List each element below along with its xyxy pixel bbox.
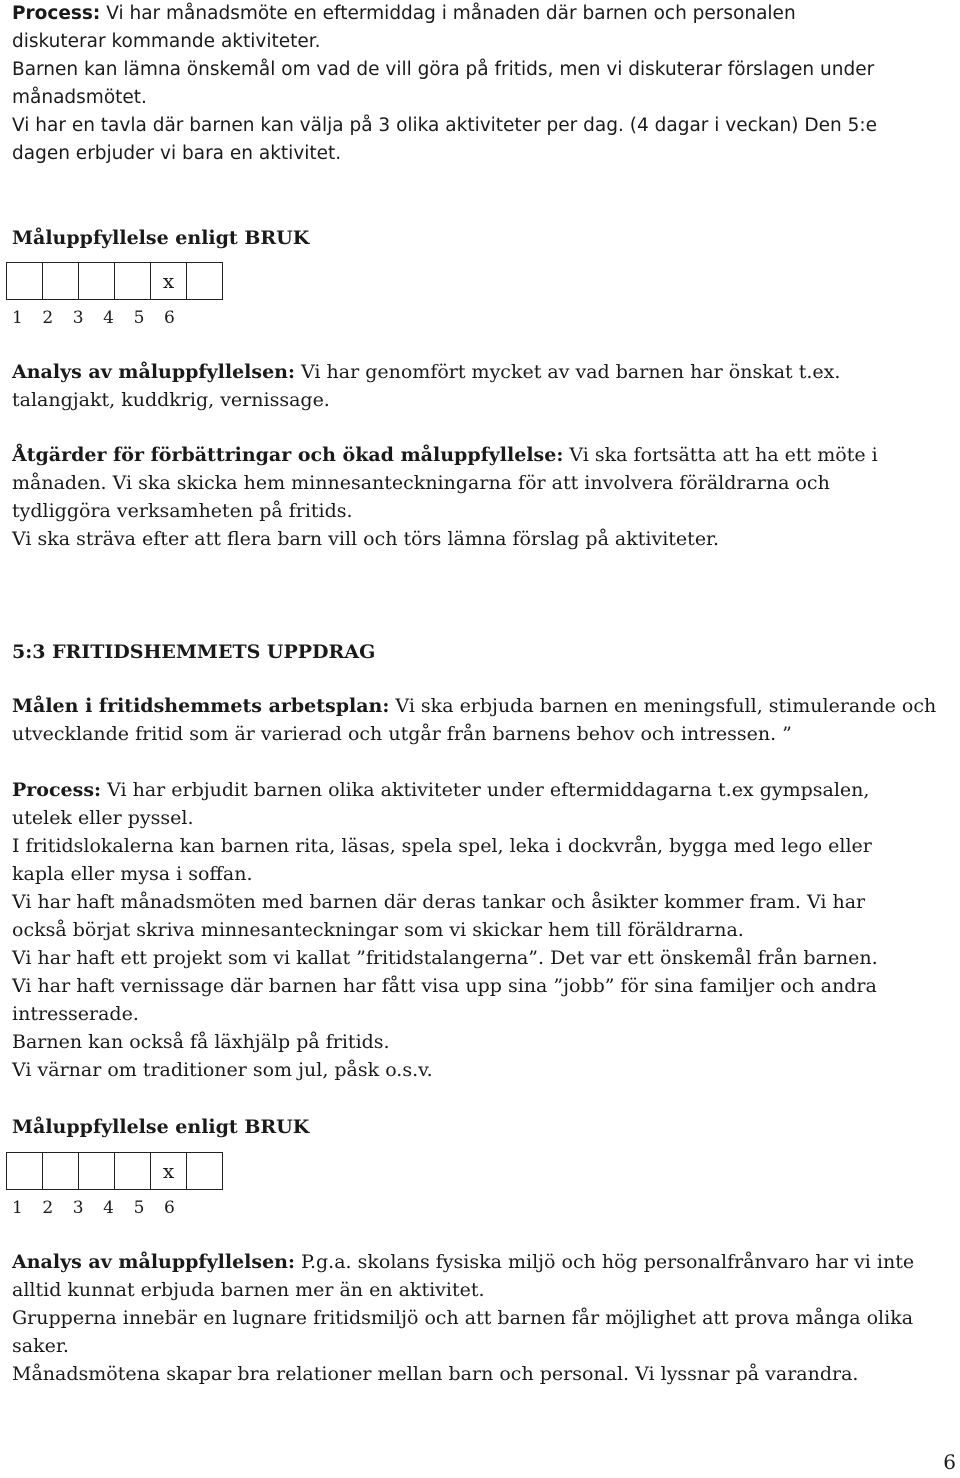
process2-text: Vi har erbjudit barnen olika aktiviteter under eftermiddagarna t.ex gympsalen, [101, 779, 870, 801]
process2-line: Vi har haft ett projekt som vi kallat ”fritidstalangerna”. Det var ett önskemål från barnen. [12, 947, 878, 969]
analys2-paragraph [12, 1248, 914, 1388]
bruk-cell [7, 262, 43, 300]
bruk-number: 3 [72, 1198, 84, 1218]
section-heading: 5:3 FRITIDSHEMMETS UPPDRAG [12, 641, 376, 663]
process-line: dagen erbjuder vi bara en aktivitet. [12, 143, 342, 164]
bruk-scale-numbers [12, 308, 223, 328]
process2-line: Vi har haft vernissage där barnen har fått visa upp sina ”jobb” för sina familjer och andra [12, 975, 877, 997]
process2-line: Vi värnar om traditioner som jul, påsk o.s.v. [12, 1059, 433, 1081]
process-paragraph [12, 0, 877, 168]
bruk-number: 3 [72, 308, 84, 328]
bruk-number: 2 [42, 1198, 54, 1218]
atgarder-line: Vi ska sträva efter att flera barn vill och törs lämna förslag på aktiviteter. [12, 528, 720, 550]
analys2-line: Grupperna innebär en lugnare fritidsmiljö och att barnen får möjlighet att prova många olika [12, 1307, 914, 1329]
atgarder-text: Vi ska fortsätta att ha ett möte i [563, 444, 878, 466]
bruk-rating-grid [6, 1152, 223, 1218]
bruk-cell [187, 1152, 223, 1190]
analys2-line: Månadsmötena skapar bra relationer mellan barn och personal. Vi lyssnar på varandra. [12, 1363, 859, 1385]
bruk-number: 6 [163, 308, 175, 328]
process-text: Vi har månadsmöte en eftermiddag i månaden där barnen och personalen [100, 3, 796, 24]
analys-label: Analys av måluppfyllelsen: [12, 361, 295, 383]
process2-label: Process: [12, 779, 102, 801]
process-line: Barnen kan lämna önskemål om vad de vill göra på fritids, men vi diskuterar förslagen under [12, 59, 875, 80]
bruk-number: 4 [103, 308, 114, 328]
bruk-cell [7, 1152, 43, 1190]
atgarder-line: månaden. Vi ska skicka hem minnesanteckningarna för att involvera föräldrarna och [12, 472, 830, 494]
analys-text: Vi har genomfört mycket av vad barnen har önskat t.ex. [295, 361, 841, 383]
process-label: Process: [12, 3, 101, 24]
analys2-label: Analys av måluppfyllelsen: [12, 1251, 295, 1273]
analys-paragraph [12, 358, 840, 414]
malen-label: Målen i fritidshemmets arbetsplan: [12, 695, 390, 717]
analys2-line: alltid kunnat erbjuda barnen mer än en aktivitet. [12, 1279, 485, 1301]
process2-line: intresserade. [12, 1003, 139, 1025]
analys2-line: saker. [12, 1335, 69, 1357]
analys2-text: P.g.a. skolans fysiska miljö och hög personalfrånvaro har vi inte [295, 1251, 915, 1273]
bruk-heading: Måluppfyllelse enligt BRUK [12, 1116, 310, 1138]
bruk-number: 4 [103, 1198, 114, 1218]
bruk-number: 1 [12, 1198, 23, 1218]
process-line: Vi har en tavla där barnen kan välja på 3 olika aktiviteter per dag. (4 dagar i veckan) Den 5:e [12, 115, 877, 136]
page-number: 6 [943, 1450, 956, 1474]
bruk-cell [43, 262, 79, 300]
process2-line: Barnen kan också få läxhjälp på fritids. [12, 1031, 390, 1053]
bruk-scale-numbers [12, 1198, 223, 1218]
malen-paragraph [12, 692, 936, 748]
analys-line: talangjakt, kuddkrig, vernissage. [12, 389, 330, 411]
process2-paragraph [12, 776, 878, 1084]
bruk-number: 5 [133, 1198, 145, 1218]
process2-line: Vi har haft månadsmöten med barnen där deras tankar och åsikter kommer fram. Vi har [12, 891, 866, 913]
process-line: diskuterar kommande aktiviteter. [12, 31, 321, 52]
bruk-cell [187, 262, 223, 300]
bruk-heading: Måluppfyllelse enligt BRUK [12, 227, 310, 249]
bruk-number: 6 [163, 1198, 175, 1218]
process2-line: också börjat skriva minnesanteckningar som vi skickar hem till föräldrarna. [12, 919, 744, 941]
atgarder-label: Åtgärder för förbättringar och ökad måluppfyllelse: [12, 444, 564, 466]
process2-line: kapla eller mysa i soffan. [12, 863, 253, 885]
process2-line: utelek eller pyssel. [12, 807, 194, 829]
bruk-cell [79, 1152, 115, 1190]
malen-line: utvecklande fritid som är varierad och utgår från barnens behov och intressen. ” [12, 723, 792, 745]
process2-line: I fritidslokalerna kan barnen rita, läsas, spela spel, leka i dockvrån, bygga med lego eller [12, 835, 872, 857]
process-line: månadsmötet. [12, 87, 147, 108]
bruk-cell-selected: x [151, 1152, 187, 1190]
bruk-cell [43, 1152, 79, 1190]
bruk-cell-selected: x [151, 262, 187, 300]
bruk-number: 5 [133, 308, 145, 328]
malen-text: Vi ska erbjuda barnen en meningsfull, stimulerande och [389, 695, 937, 717]
bruk-cell [115, 262, 151, 300]
bruk-rating-grid [6, 262, 223, 328]
atgarder-line: tydliggöra verksamheten på fritids. [12, 500, 353, 522]
bruk-number: 2 [42, 308, 54, 328]
bruk-cell [115, 1152, 151, 1190]
bruk-number: 1 [12, 308, 23, 328]
bruk-cell [79, 262, 115, 300]
atgarder-paragraph [12, 441, 878, 553]
